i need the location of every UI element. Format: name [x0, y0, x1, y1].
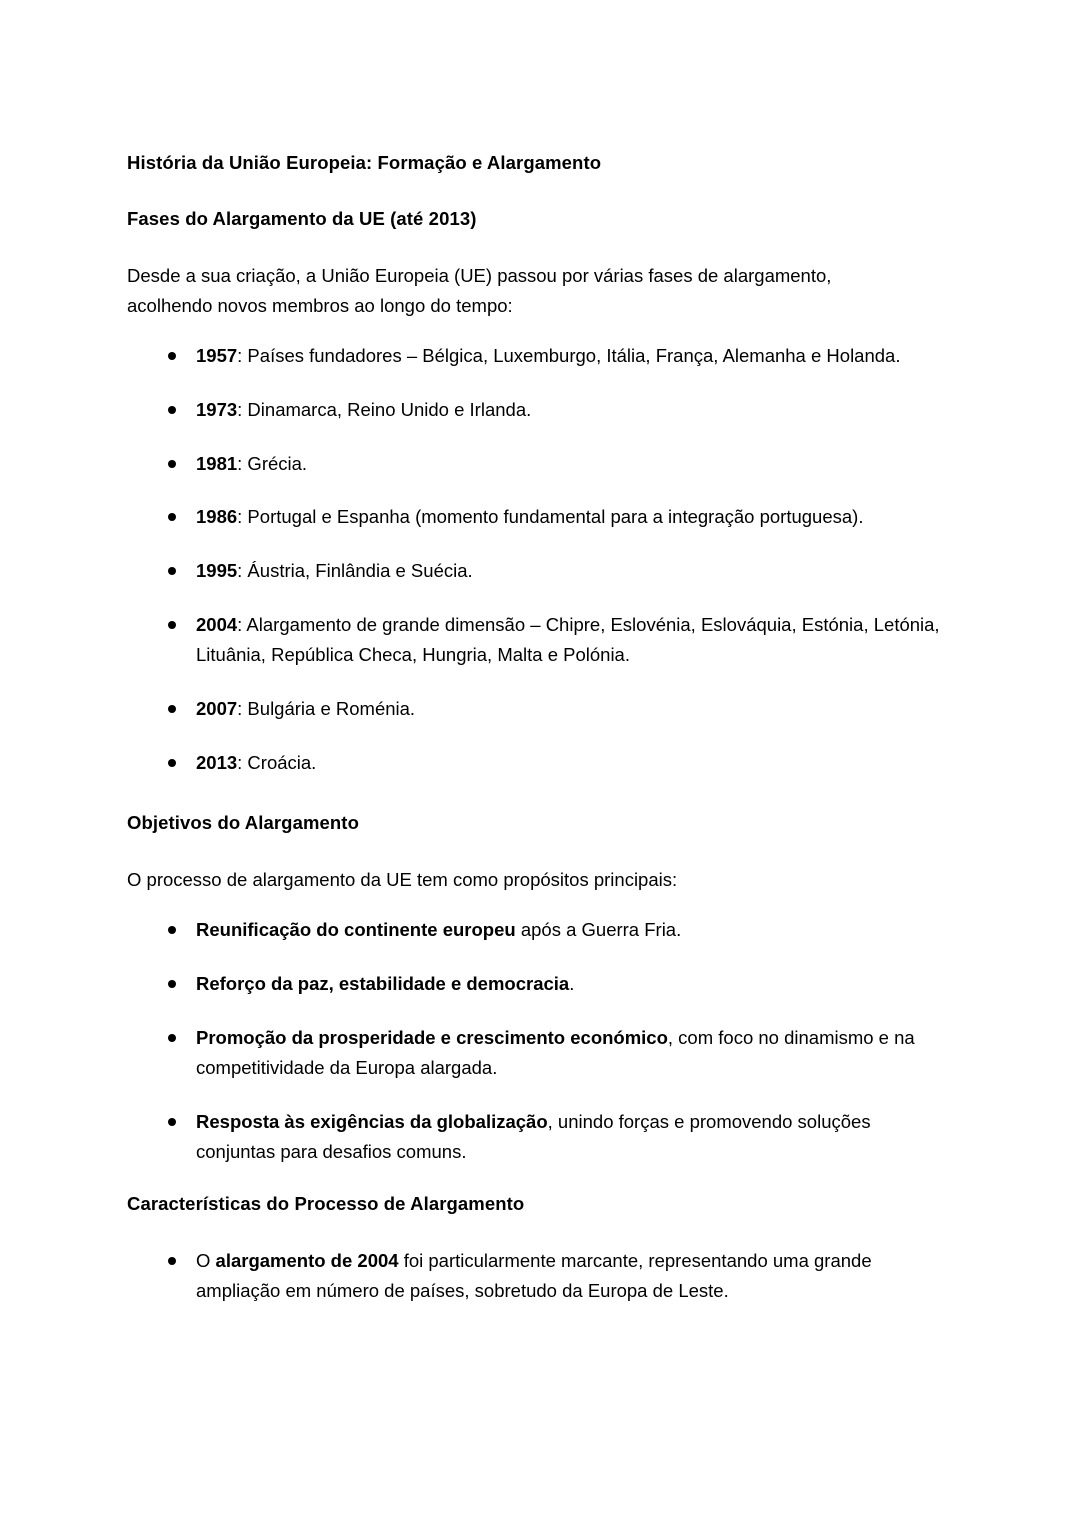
bullet-list-caracteristicas: [127, 1246, 945, 1306]
list-item-emphasis: 1995: [196, 560, 238, 582]
list-item-emphasis: Promoção da prosperidade e crescimento económico: [196, 1027, 668, 1048]
bullet-point-icon: [168, 1034, 176, 1042]
bullet-point-icon: [168, 406, 176, 414]
list-item: [127, 341, 945, 371]
section-heading-caracteristicas: Características do Processo de Alargamento: [127, 1192, 525, 1214]
list-item-text: : Portugal e Espanha (momento fundamental para a integração portuguesa).: [237, 506, 864, 528]
list-item: [127, 915, 945, 945]
document-title: História da União Europeia: Formação e Alargamento: [127, 152, 602, 173]
list-item-text: O: [196, 1249, 216, 1271]
bullet-point-icon: [168, 926, 176, 934]
bullet-point-icon: [168, 513, 176, 521]
list-item-text: : Países fundadores – Bélgica, Luxemburgo, Itália, França, Alemanha e Holanda.: [237, 344, 901, 366]
section-intro-objetivos: O processo de alargamento da UE tem como propósitos principais:: [127, 869, 678, 891]
list-item-text: , com foco no dinamismo e na competitividade da Europa alargada.: [196, 1027, 915, 1078]
bullet-point-icon: [168, 705, 176, 713]
list-item-text: : Grécia.: [237, 452, 308, 474]
list-item-emphasis: Reforço da paz, estabilidade e democracia: [196, 973, 570, 995]
list-item-emphasis: Resposta às exigências da globalização: [196, 1110, 548, 1132]
list-item-emphasis: Reunificação do continente europeu: [196, 919, 516, 941]
bullet-point-icon: [168, 567, 176, 575]
list-item-text: foi particularmente marcante, representando uma grande ampliação em número de países, sobretudo da Europa de Leste.: [196, 1249, 872, 1301]
list-item: [127, 502, 945, 532]
list-item-text: : Alargamento de grande dimensão – Chipre, Eslovénia, Eslováquia, Estónia, Letónia, Lituânia, República Checa, Hungria, Malta e Polónia.: [196, 614, 940, 666]
list-item: [127, 969, 945, 999]
list-item-text: : Croácia.: [237, 752, 317, 774]
list-item-text: : Bulgária e Roménia.: [237, 698, 416, 720]
bullet-point-icon: [168, 980, 176, 988]
document-body: [127, 206, 945, 1324]
list-item: [127, 748, 945, 778]
list-item: [127, 1107, 945, 1167]
list-item-emphasis: 2013: [196, 752, 238, 774]
list-item-emphasis: 1981: [196, 452, 238, 474]
bullet-point-icon: [168, 621, 176, 629]
list-item-text: após a Guerra Fria.: [515, 919, 682, 941]
section-spacer: [127, 1318, 945, 1324]
bullet-point-icon: [168, 759, 176, 767]
list-item: [127, 449, 945, 479]
list-item: [127, 1023, 945, 1083]
bullet-point-icon: [168, 1118, 176, 1126]
bullet-point-icon: [168, 460, 176, 468]
list-item-emphasis: alargamento de 2004: [215, 1249, 399, 1271]
section-spacer: [127, 790, 945, 804]
bullet-list-fases: [127, 341, 945, 779]
section-heading-objetivos: Objetivos do Alargamento: [127, 812, 359, 834]
section-spacer: [127, 1179, 945, 1185]
list-item-emphasis: 1986: [196, 506, 238, 528]
list-item: [127, 395, 945, 425]
list-item-emphasis: 2004: [196, 614, 238, 636]
section-intro-fases: Desde a sua criação, a União Europeia (UE) passou por várias fases de alargamento, acolhendo novos membros ao longo do tempo:: [127, 264, 832, 316]
list-item: [127, 694, 945, 724]
bullet-point-icon: [168, 352, 176, 360]
section-heading-fases: Fases do Alargamento da UE (até 2013): [127, 207, 477, 229]
bullet-point-icon: [168, 1257, 176, 1265]
list-item-emphasis: 1973: [196, 398, 238, 420]
list-item: [127, 1246, 945, 1306]
list-item-emphasis: 1957: [196, 344, 238, 366]
list-item-emphasis: 2007: [196, 698, 238, 720]
list-item-text: : Dinamarca, Reino Unido e Irlanda.: [237, 398, 532, 420]
list-item-text: : Áustria, Finlândia e Suécia.: [237, 560, 473, 582]
list-item: [127, 610, 945, 670]
list-item-text: , unindo forças e promovendo soluções conjuntas para desafios comuns.: [196, 1110, 871, 1162]
bullet-list-objetivos: [127, 915, 945, 1167]
list-item: [127, 556, 945, 586]
list-item-text: .: [569, 973, 575, 995]
